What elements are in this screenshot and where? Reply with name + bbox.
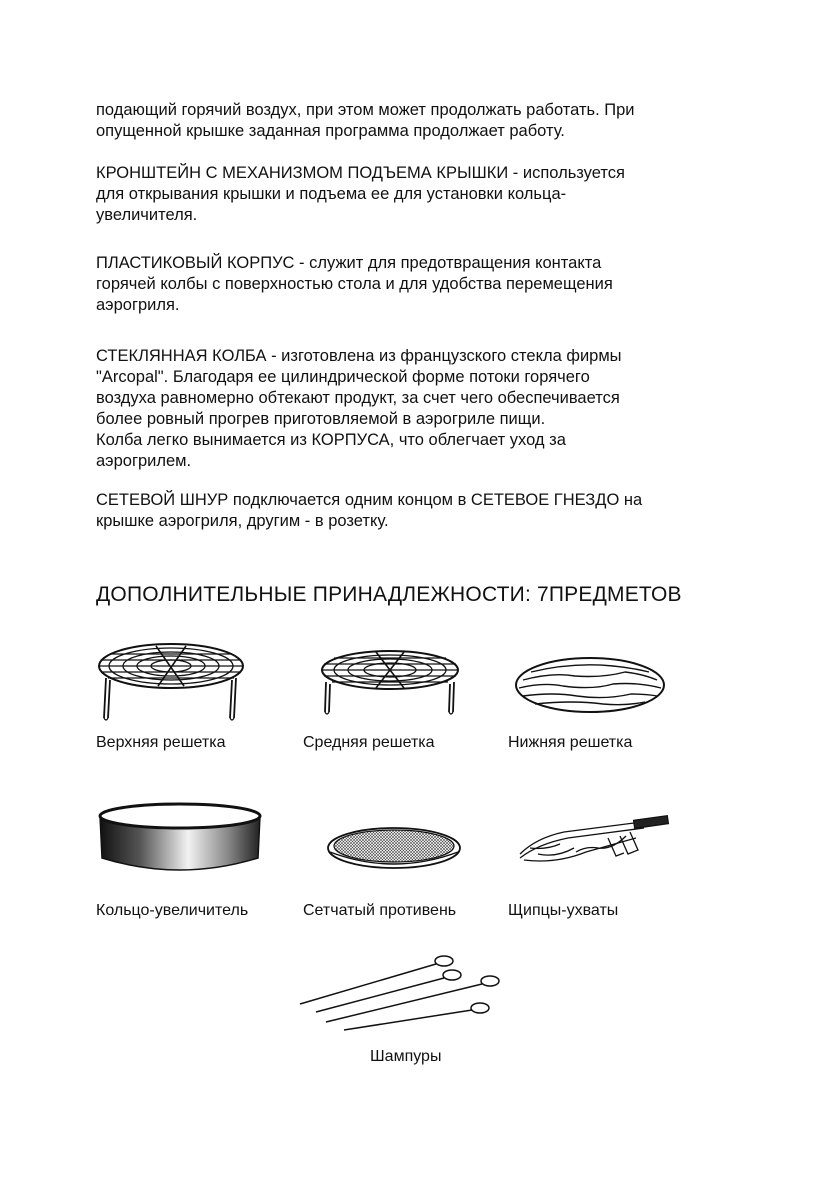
paragraph-power-cord: СЕТЕВОЙ ШНУР подключается одним концом в СЕТЕВОЕ ГНЕЗДО на крышке аэрогриля, другим - в розетку. — [96, 491, 643, 530]
middle-rack-icon — [318, 648, 463, 718]
paragraph-glass-bowl: СТЕКЛЯННАЯ КОЛБА - изготовлена из французского стекла фирмы "Arcopal". Благодаря ее цилиндрической форме потоки горячего воздуха равномерно обтекают продукт, за счет чего обеспечивается более ровный прогрев приготовляемой в аэрогриле пищи. Колба легко вынимается из КОРПУСА, что облегчает уход за аэрогрилем. — [96, 347, 622, 470]
lower-rack-icon — [513, 654, 667, 716]
paragraph-plastic-housing: ПЛАСТИКОВЫЙ КОРПУС - служит для предотвращения контакта горячей колбы с поверхностью стола и для удобства перемещения аэрогриля. — [96, 254, 613, 314]
caption-skewers: Шампуры — [370, 1048, 442, 1065]
skewers-icon — [296, 954, 506, 1034]
caption-middle-rack: Средняя решетка — [303, 734, 435, 751]
tongs-icon — [516, 808, 676, 870]
upper-rack-icon — [96, 638, 246, 722]
caption-lower-rack: Нижняя решетка — [508, 734, 633, 751]
caption-mesh-tray: Сетчатый противень — [303, 902, 457, 919]
accessories-heading: ДОПОЛНИТЕЛЬНЫЕ ПРИНАДЛЕЖНОСТИ: 7ПРЕДМЕТОВ — [96, 583, 682, 606]
caption-upper-rack: Верхняя решетка — [96, 734, 226, 751]
extender-ring-icon — [96, 800, 264, 880]
mesh-tray-icon — [324, 822, 464, 872]
paragraph-lid-bracket: КРОНШТЕЙН С МЕХАНИЗМОМ ПОДЪЕМА КРЫШКИ - используется для открывания крышки и подъема ее для установки кольца- увеличителя. — [96, 164, 625, 224]
paragraph-lid-operation: подающий горячий воздух, при этом может продолжать работать. При опущенной крышке заданная программа продолжает работу. — [96, 101, 635, 140]
caption-extender-ring: Кольцо-увеличитель — [96, 902, 249, 919]
caption-tongs: Щипцы-ухваты — [508, 902, 619, 919]
